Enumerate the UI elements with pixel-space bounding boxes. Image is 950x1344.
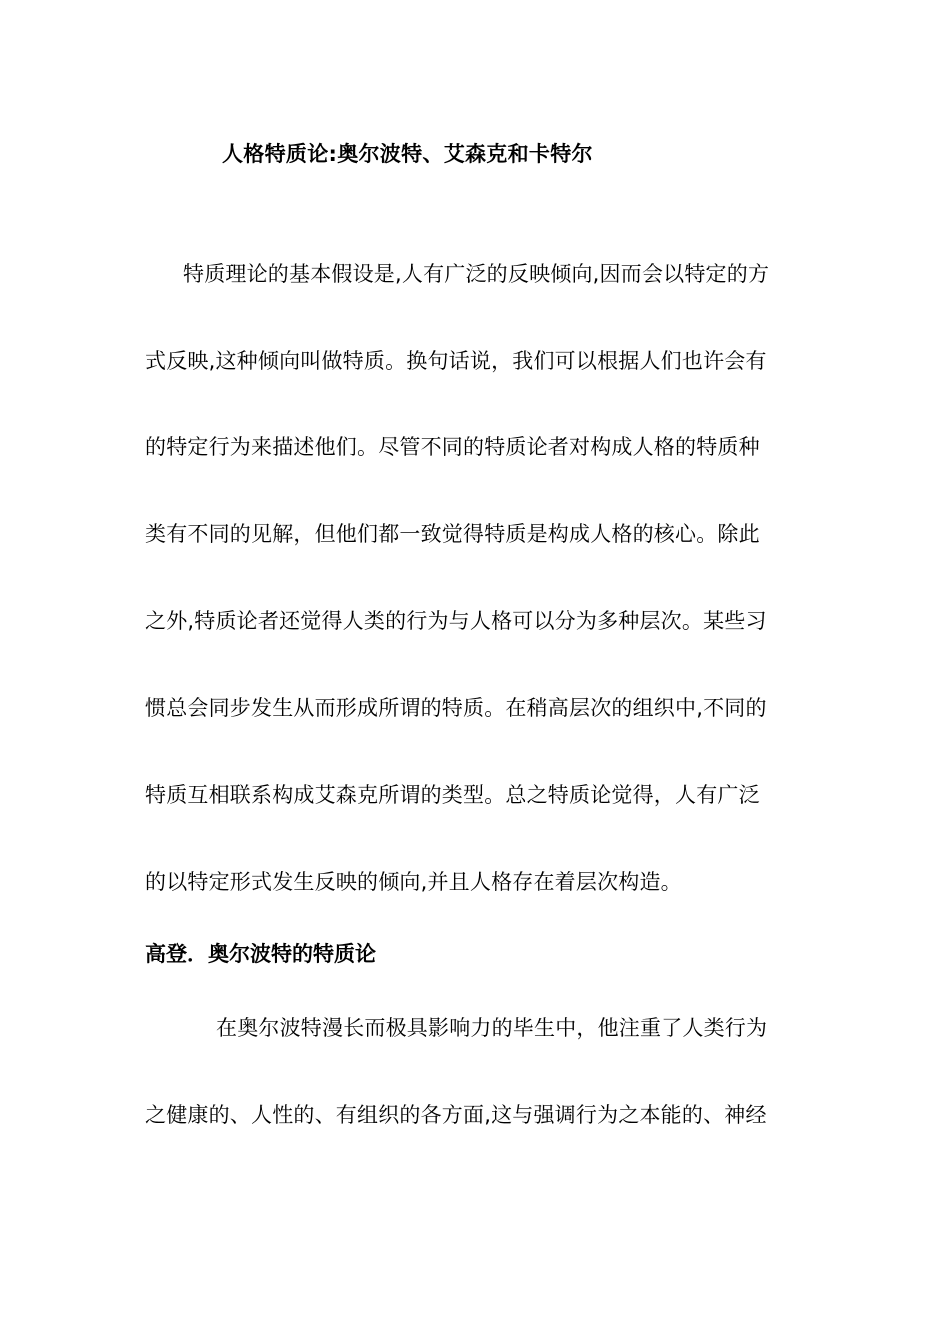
paragraph-1-line-8: 的以特定形式发生反映的倾向,并且人格存在着层次构造。 xyxy=(145,870,682,894)
section-heading: 高登．奥尔波特的特质论 xyxy=(145,942,376,966)
document-title: 人格特质论:奥尔波特、艾森克和卡特尔 xyxy=(222,142,593,166)
paragraph-1-line-1: 特质理论的基本假设是,人有广泛的反映倾向,因而会以特定的方 xyxy=(183,262,770,286)
paragraph-1-line-3: 的特定行为来描述他们。尽管不同的特质论者对构成人格的特质种 xyxy=(145,435,760,459)
paragraph-2-line-2: 之健康的、人性的、有组织的各方面,这与强调行为之本能的、神经 xyxy=(145,1103,767,1127)
paragraph-1-line-6: 惯总会同步发生从而形成所谓的特质。在稍高层次的组织中,不同的 xyxy=(145,696,767,720)
paragraph-1-line-2: 式反映,这种倾向叫做特质。换句话说，我们可以根据人们也许会有 xyxy=(145,349,767,373)
paragraph-1-line-5: 之外,特质论者还觉得人类的行为与人格可以分为多种层次。某些习 xyxy=(145,609,767,633)
paragraph-2-line-1: 在奥尔波特漫长而极具影响力的毕生中，他注重了人类行为 xyxy=(216,1016,768,1040)
paragraph-1-line-4: 类有不同的见解，但他们都一致觉得特质是构成人格的核心。除此 xyxy=(145,522,760,546)
paragraph-1-line-7: 特质互相联系构成艾森克所谓的类型。总之特质论觉得，人有广泛 xyxy=(145,783,760,807)
